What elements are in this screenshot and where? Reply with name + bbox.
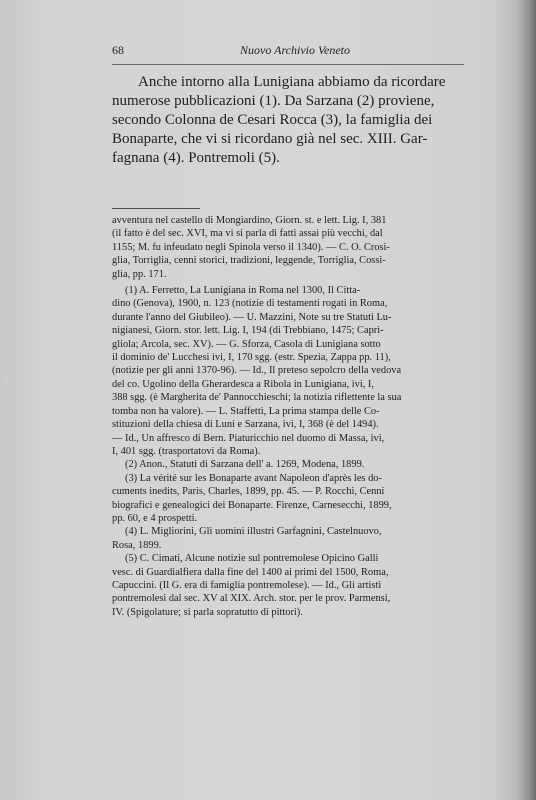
footnote-line: IV. (Spigolature; si parla sopratutto di pittori). <box>112 606 303 618</box>
footnote-line: nigianesi, Giorn. stor. lett. Lig. I, 194 (di Trebbiano, 1475; Capri- <box>112 325 384 337</box>
footnote-line: stituzioni della chiesa di Luni e Sarzana, ivi, I, 368 (è del 1494). <box>112 419 379 431</box>
body-line: numerose pubblicazioni (1). Da Sarzana (2) proviene, <box>112 93 435 109</box>
page-spine-shadow <box>516 0 536 800</box>
footnote-line: I, 401 sgg. (trasportatovi da Roma). <box>112 445 261 457</box>
footnote-line: 1155; M. fu infeudato negli Spinola verso il 1340). — C. O. Crosi- <box>112 241 390 253</box>
footnote-line: (notizie per gli anni 1370-96). — Id., Il preteso sepolcro della vedova <box>112 365 402 377</box>
footnote-line: glia, Torriglia, cenni storici, tradizioni, leggende, Torriglia, Cossi- <box>112 255 386 267</box>
footnote-line: biografici e genealogici dei Bonaparte. Firenze, Carnesecchi, 1899, <box>112 499 392 511</box>
footnote-line: gliola; Arcola, sec. XV). — G. Sforza, Casola di Lunigiana sotto <box>112 338 381 350</box>
footnote-line: — Id., Un affresco di Bern. Piaturicchio nel duomo di Massa, ivi, <box>112 432 385 444</box>
footnote-line: cuments inedits, Paris, Charles, 1899, pp. 45. — P. Rocchi, Cenni <box>112 486 385 498</box>
footnote-line: durante l'anno del Giubileo). — U. Mazzini, Note su tre Statuti Lu- <box>112 311 392 323</box>
footnote-1 <box>112 284 464 458</box>
header-rule <box>112 64 464 65</box>
footnote-line: tomba non ha valore). — L. Staffetti, La prima stampa delle Co- <box>112 405 380 417</box>
footnotes <box>112 214 464 619</box>
footnote-separator <box>112 208 200 209</box>
footnote-line: (4) L. Migliorini, Gli uomini illustri Garfagnini, Castelnuovo, <box>125 526 382 538</box>
footnote-line: (1) A. Ferretto, La Lunigiana in Roma nel 1300, Il Citta- <box>125 285 361 297</box>
footnote-3 <box>112 472 464 526</box>
footnote-4 <box>112 525 464 552</box>
footnote-line: 388 sgg. (è Margherita de' Pannocchieschi; la notizia riflettente la sua <box>112 392 402 404</box>
footnote-line: dino (Genova), 1900, n. 123 (notizie di testamenti rogati in Roma, <box>112 298 388 310</box>
footnote-line: (3) La vérité sur les Bonaparte avant Napoleon d'après les do- <box>125 472 382 484</box>
footnote-line: pontremolesi dal sec. XV al XIX. Arch. stor. per le prov. Parmensi, <box>112 593 391 605</box>
body-line: secondo Colonna de Cesari Rocca (3), la famiglia dei <box>112 112 433 128</box>
footnote-line: il dominio de' Lucchesi ivi, I, 170 sgg. (estr. Spezia, Zappa pp. 11), <box>112 352 391 364</box>
footnote-line: glia, pp. 171. <box>112 268 167 280</box>
footnote-line: del co. Ugolino della Gherardesca a Ribola in Lunigiana, ivi, I, <box>112 378 374 390</box>
footnote-line: Rosa, 1899. <box>112 539 162 551</box>
footnote-line: (2) Anon., Statuti di Sarzana dell' a. 1269, Modena, 1899. <box>125 459 365 471</box>
footnote-2 <box>112 458 464 471</box>
body-line: Anche intorno alla Lunigiana abbiamo da ricordare <box>138 74 446 90</box>
footnote-line: pp. 60, e 4 prospetti. <box>112 512 198 524</box>
footnote-line: avventura nel castello di Mongiardino, Giorn. st. e lett. Lig. I, 381 <box>112 215 387 226</box>
footnote-5 <box>112 552 464 619</box>
footnote-continuation <box>112 214 464 281</box>
body-line: Bonaparte, che vi si ricordano già nel sec. XIII. Gar- <box>112 131 428 147</box>
footnote-line: Capuccini. (Il G. era di famiglia pontremolese). — Id., Gli artisti <box>112 579 382 591</box>
footnote-line: (il fatto è del sec. XVI, ma vi si parla di fatti assai più vecchi, dal <box>112 228 383 240</box>
footnote-line: vesc. di Guardialfiera dalla fine del 1400 ai primi del 1500, Roma, <box>112 566 389 578</box>
page-number: 68 <box>112 43 124 57</box>
running-title: Nuovo Archivio Veneto <box>240 43 350 57</box>
body-line: fagnana (4). Pontremoli (5). <box>112 150 280 166</box>
footnote-line: (5) C. Cimati, Alcune notizie sul pontremolese Opicino Galli <box>125 553 379 565</box>
body-paragraph <box>112 73 464 168</box>
